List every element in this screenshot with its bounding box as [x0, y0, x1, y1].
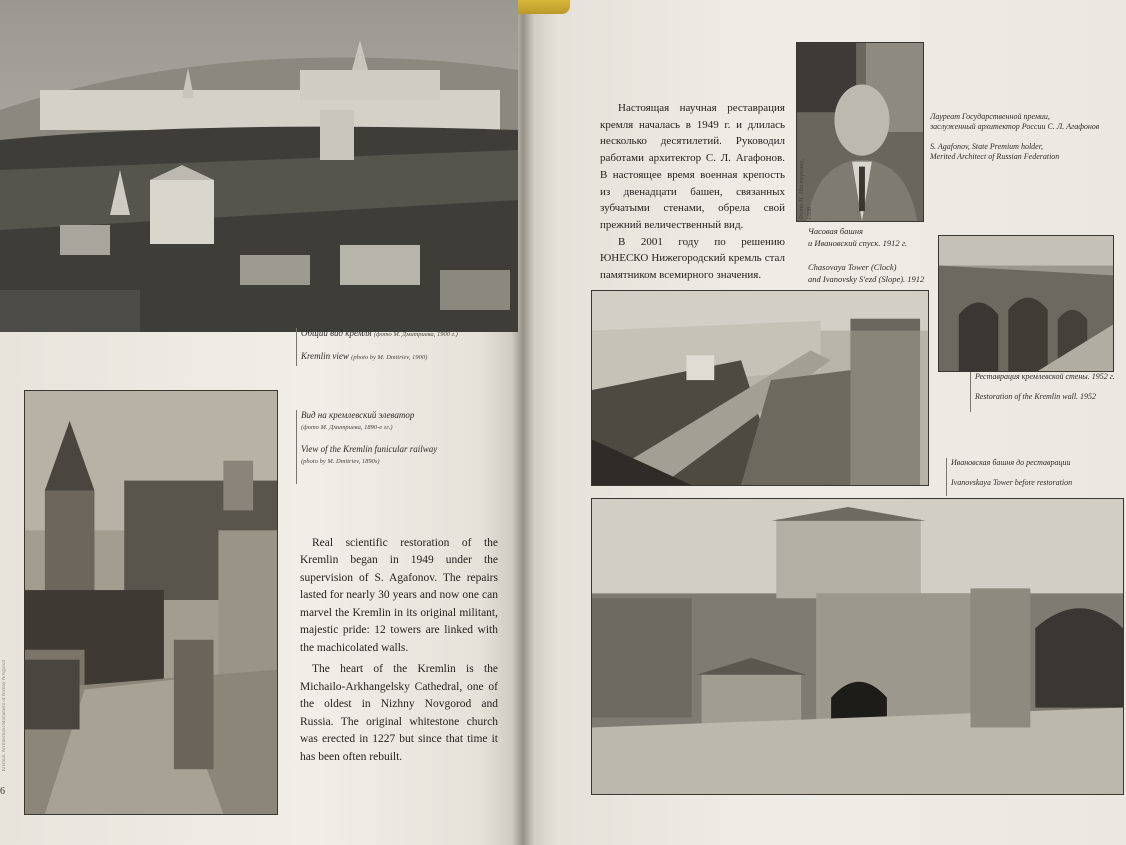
english-paragraph-2: The heart of the Kremlin is the Michailo-Arkhangelsky Cathedral, one of the oldest in Nizhny Novgorod and Russia. The original whitestone church was erected in 1227 but since that time it has been often rebuilt.	[300, 663, 498, 763]
funicular-caption	[296, 410, 501, 484]
panorama-caption-ru-credit: (фото М. Дмитриева, 1900 г.)	[373, 331, 458, 338]
portrait-photo-credit: Фото Н. Нестеренко, 1998	[798, 159, 814, 220]
panorama-caption-en-credit: (photo by M. Dmitriev, 1900)	[351, 353, 428, 361]
portrait-caption	[930, 112, 1120, 162]
russian-paragraph-1: Настоящая научная реставрация кремля началась в 1949 г. и длилась несколько десятилетий. Руководил работами архитектор С. Л. Агафонов. В настоящее время военная крепость из двенадцати башен, связанных зубчатыми стенами, обрела свой прежний величественный вид.	[600, 102, 785, 232]
wall-caption-ru: Реставрация кремлевской стены. 1952 г.	[975, 372, 1115, 381]
portrait-caption-en-1: S. Agafonov, State Premium holder,	[930, 142, 1043, 151]
ivanov-caption-ru: Ивановская башня до реставрации	[951, 458, 1071, 467]
panorama-caption	[296, 328, 511, 366]
english-paragraph-1: Real scientific restoration of the Kremlin began in 1949 under the supervision of S. Agafonov. The repairs lasted for nearly 30 years and now one can marvel the Kremlin in its original militant, majestic pride: 12 towers are linked with the machicolated walls.	[300, 537, 498, 654]
clock-tower-photo	[591, 290, 929, 486]
ivanov-caption-en: Ivanovskaya Tower before restoration	[951, 478, 1073, 487]
clock-caption-ru-2: и Ивановский спуск. 1912 г.	[808, 237, 908, 248]
english-body-text	[300, 535, 498, 770]
portrait-caption-ru-2: заслуженный архитектор России С. Л. Агафонов	[930, 122, 1100, 131]
funicular-caption-en: View of the Kremlin funicular railway	[301, 443, 438, 454]
page-number: 6	[0, 786, 5, 797]
wall-restoration-caption	[970, 372, 1115, 412]
clock-caption-en-1: Chasovaya Tower (Clock)	[808, 261, 897, 272]
ivanovskaya-caption	[946, 458, 1121, 496]
panorama-caption-en: Kremlin view	[301, 350, 349, 361]
spine-text: Kremlin. Architectural Monument of Nizhny Novgorod	[2, 660, 7, 772]
funicular-photo	[24, 390, 278, 815]
funicular-caption-en-credit: (photo by M. Dmitriev, 1890s)	[301, 458, 380, 465]
russian-body-text	[600, 100, 785, 284]
funicular-caption-ru: Вид на кремлевский элеватор	[301, 410, 415, 420]
wall-caption-en: Restoration of the Kremlin wall. 1952	[975, 392, 1097, 401]
panorama-caption-ru: Общий вид кремля	[301, 328, 372, 338]
clock-tower-caption	[808, 226, 933, 285]
portrait-caption-ru-1: Лауреат Государственной премии,	[930, 112, 1050, 121]
agafonov-portrait-photo	[796, 42, 924, 222]
kremlin-panorama-photo	[0, 0, 518, 332]
clock-caption-ru-1: Часовая башня	[808, 226, 863, 236]
funicular-caption-ru-credit: (фото М. Дмитриева, 1890-е гг.)	[301, 424, 393, 432]
bookmark-tab	[510, 0, 570, 14]
clock-caption-en-2: and Ivanovsky S'ezd (Slope). 1912	[808, 273, 925, 284]
wall-restoration-photo	[938, 235, 1114, 372]
russian-paragraph-2: В 2001 году по решению ЮНЕСКО Нижегородский кремль стал памятником всемирного значения.	[600, 235, 785, 282]
portrait-caption-en-2: Merited Architect of Russian Federation	[930, 152, 1060, 161]
ivanovskaya-tower-photo	[591, 498, 1124, 795]
